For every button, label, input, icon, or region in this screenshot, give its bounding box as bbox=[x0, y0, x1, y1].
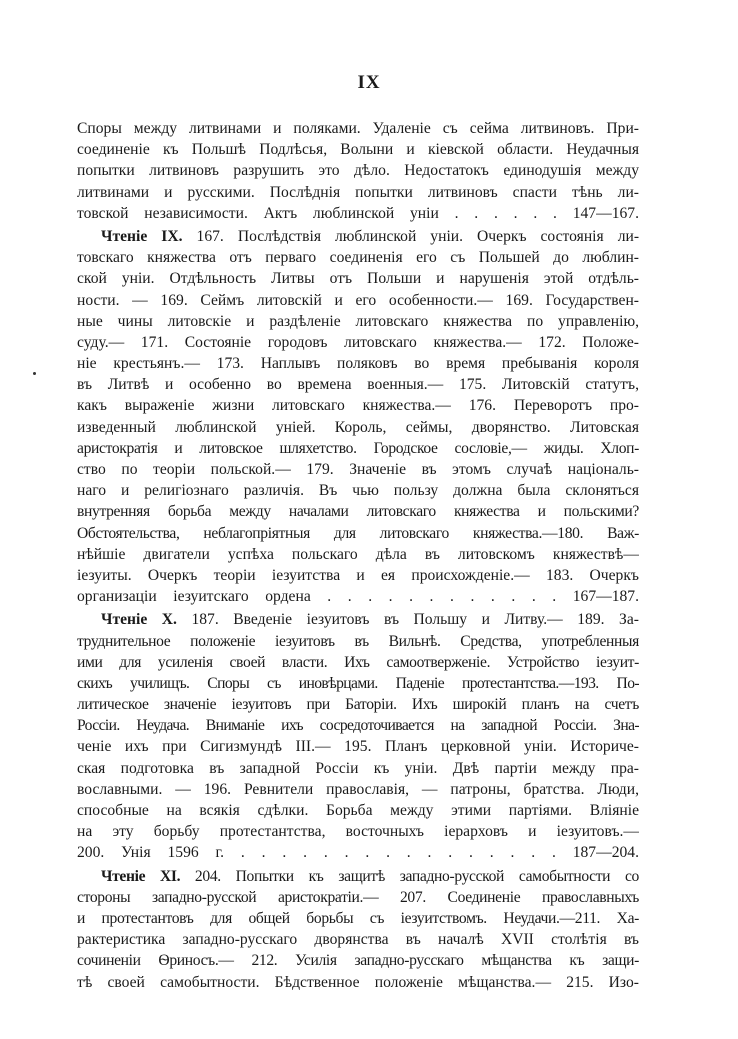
contents-paragraph-1 bbox=[77, 118, 639, 224]
text-line: ченіе ихъ при Сигизмундѣ III.— 195. Планъ церковной уніи. Историче- bbox=[77, 738, 639, 756]
text-line: ности. — 169. Сеймъ литовскій и его особенности.— 169. Государствен- bbox=[77, 291, 639, 309]
text-line: ской уніи. Отдѣльность Литвы отъ Польши и нарушенія этой отдѣль- bbox=[77, 270, 639, 288]
text-line: на эту борьбу протестантства, восточныхъ іерарховъ и іезуитовъ.— bbox=[77, 823, 639, 841]
text-line: Обстоятельства, неблагопріятныя для литовскаго княжества.—180. Важ- bbox=[77, 524, 639, 542]
text-line: аристократія и литовское шляхетство. Городское сословіе,— жиды. Хлоп- bbox=[77, 439, 639, 457]
text-line: попытки литвиновъ разрушить это дѣло. Недостатокъ единодушія между bbox=[77, 162, 639, 180]
text-line: суду.— 171. Состояніе городовъ литовскаго княжества.— 172. Положе- bbox=[77, 333, 639, 351]
lecture-heading: Чтеніе X. bbox=[101, 611, 177, 629]
text-line: вославными. — 196. Ревнители православія, — патроны, братства. Люди, bbox=[77, 780, 639, 798]
text-line: организаціи іезуитскаго ордена . . . . . . . . . . . . 167—187. bbox=[77, 588, 639, 606]
text-line bbox=[77, 226, 639, 247]
text-line bbox=[77, 609, 639, 630]
text-line: труднительное положеніе іезуитовъ въ Вильнѣ. Средства, употребленныя bbox=[77, 632, 639, 650]
text-line: способные на всякія сдѣлки. Борьба между этими партіями. Вліяніе bbox=[77, 802, 639, 819]
text-line-rest: 187. Введеніе іезуитовъ въ Польшу и Литву.— 189. За- bbox=[176, 611, 639, 629]
page-number: IX bbox=[357, 72, 381, 93]
text-line: тѣ своей самобытности. Бѣдственное положеніе мѣщанства.— 215. Изо- bbox=[77, 973, 639, 991]
contents-paragraph-lecture-10 bbox=[77, 609, 639, 863]
text-line: ство по теоріи польской.— 179. Значеніе въ этомъ случаѣ національ- bbox=[77, 461, 639, 478]
text-line: ніе крестьянъ.— 173. Наплывъ поляковъ во время пребыванія короля bbox=[77, 355, 639, 373]
text-line: Россіи. Неудача. Вниманіе ихъ сосредоточивается на западной Россіи. Зна- bbox=[77, 717, 639, 735]
text-line: Споры между литвинами и поляками. Удаленіе съ сейма литвиновъ. При- bbox=[77, 120, 639, 137]
text-line: ская подготовка въ западной Россіи къ уніи. Двѣ партіи между пра- bbox=[77, 759, 639, 777]
text-line: изведенный люблинской уніей. Король, сеймы, дворянство. Литовская bbox=[77, 418, 639, 436]
text-line: литическое значеніе іезуитовъ при Баторіи. Ихъ широкій планъ на счетъ bbox=[77, 696, 639, 714]
text-line-rest: 167. Послѣдствія люблинской уніи. Очеркъ состоянія ли- bbox=[182, 227, 639, 245]
text-line: ные чины литовскіе и раздѣленіе литовскаго княжества по управленію, bbox=[77, 312, 639, 330]
text-line: и протестантовъ для общей борьбы съ іезуитствомъ. Неудачи.—211. Ха- bbox=[77, 909, 639, 927]
text-line: скихъ училищъ. Споры съ иновѣрцами. Паденіе протестантства.—193. По- bbox=[77, 674, 639, 692]
text-line: рактеристика западно-русскаго дворянства въ началѣ XVII столѣтія въ bbox=[77, 931, 639, 949]
text-line: наго и религіознаго различія. Въ чью пользу должна была склоняться bbox=[77, 482, 639, 500]
ink-speck bbox=[33, 372, 36, 375]
contents-paragraph-lecture-11 bbox=[77, 866, 639, 993]
text-line-rest: 204. Попытки къ защитѣ западно-русской самобытности со bbox=[180, 867, 639, 885]
text-line: литвинами и русскими. Послѣднія попытки литвиновъ спасти тѣнь ли- bbox=[77, 183, 639, 201]
text-line: 200. Унія 1596 г. . . . . . . . . . . . . . . . . 187—204. bbox=[77, 844, 639, 862]
text-line: соединеніе къ Польшѣ Подлѣсья, Волыни и кіевской области. Неудачныя bbox=[77, 141, 639, 159]
text-line: ими для усиленія своей власти. Ихъ самоотверженіе. Устройство іезуит- bbox=[77, 653, 639, 671]
lecture-heading: Чтеніе XI. bbox=[101, 867, 181, 885]
text-line: сочиненіи Ѳриносъ.— 212. Усилія западно-русскаго мѣщанства къ защи- bbox=[77, 952, 639, 970]
text-line: нѣйшіе двигатели успѣха польскаго дѣла въ литовскомъ княжествѣ— bbox=[77, 545, 639, 563]
text-line: стороны западно-русской аристократіи.— 207. Соединеніе православныхъ bbox=[77, 888, 639, 906]
contents-paragraph-lecture-9 bbox=[77, 226, 639, 607]
text-line: внутренняя борьба между началами литовскаго княжества и польскими? bbox=[77, 503, 639, 521]
text-line: въ Литвѣ и особенно во времена военныя.— 175. Литовскій статутъ, bbox=[77, 376, 639, 394]
text-line: товской независимости. Актъ люблинской уніи . . . . . . 147—167. bbox=[77, 204, 639, 222]
lecture-heading: Чтеніе IX. bbox=[101, 227, 183, 245]
text-line bbox=[77, 866, 639, 887]
text-line: товскаго княжества отъ перваго соединенія его съ Польшей до люблин- bbox=[77, 249, 639, 267]
text-line: какъ выраженіе жизни литовскаго княжества.— 176. Переворотъ про- bbox=[77, 397, 639, 415]
table-of-contents-text bbox=[77, 118, 639, 993]
text-line: іезуиты. Очеркъ теоріи іезуитства и ея происхожденіе.— 183. Очеркъ bbox=[77, 566, 639, 584]
